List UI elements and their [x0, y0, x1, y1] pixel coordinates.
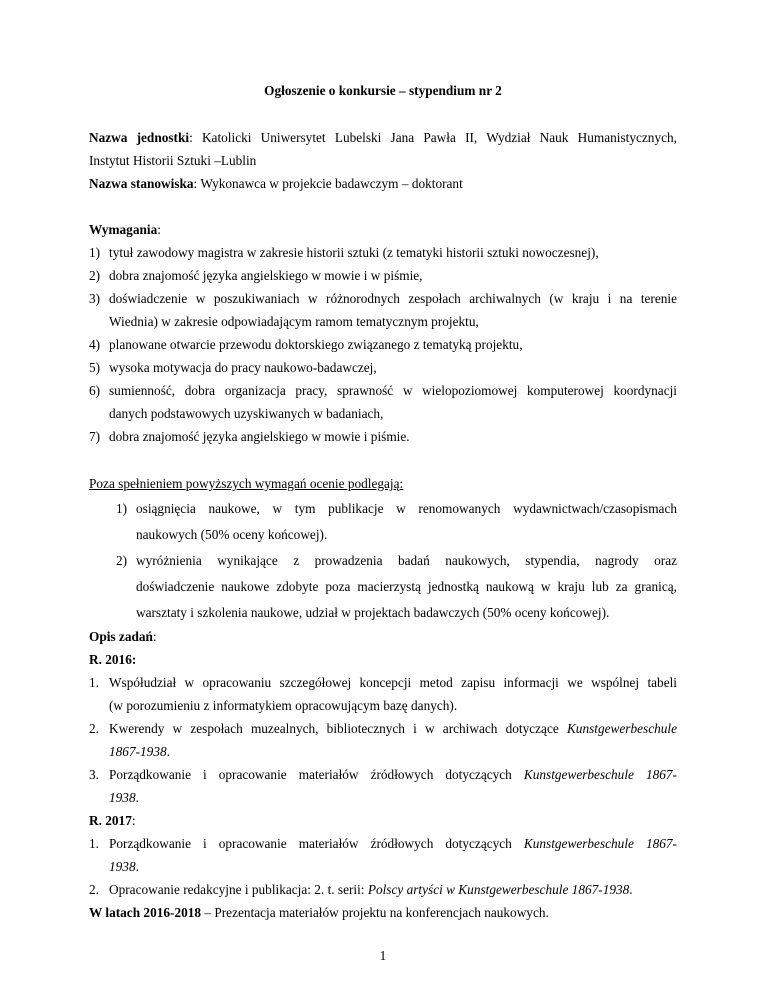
tasks-label: Opis zadań — [89, 629, 153, 644]
page-number: 1 — [379, 948, 387, 963]
item-number: 5) — [89, 360, 101, 375]
item-text-plain: Porządkowanie i opracowanie materiałów źródłowych dotyczących — [109, 767, 524, 782]
tasks-colon: : — [152, 629, 157, 644]
item-text — [109, 832, 677, 855]
requirement-item — [89, 425, 677, 448]
year-2017-label: R. 2017 — [89, 813, 132, 828]
item-text: Wiednia) w zakresie odpowiadającym ramom tematycznym projektu, — [109, 314, 479, 329]
item-text-plain: Opracowanie redakcyjne i publikacja: 2. t. serii: — [109, 882, 368, 897]
evaluation-section — [89, 472, 677, 626]
evaluation-heading: Poza spełnieniem powyższych wymagań ocenie podlegają: — [89, 476, 404, 491]
requirements-colon: : — [157, 222, 161, 237]
item-text — [109, 740, 677, 763]
item-text-italic: 1938 — [109, 790, 136, 805]
item-number: 3) — [89, 291, 101, 306]
item-text: wysoka motywacja do pracy naukowo-badawczej, — [109, 360, 377, 375]
unit-line — [89, 126, 677, 149]
item-text: dobra znajomość języka angielskiego w mowie i piśmie. — [109, 429, 410, 444]
position-value: : Wykonawca w projekcie badawczym – doktorant — [193, 176, 463, 191]
item-text: dobra znajomość języka angielskiego w mowie i w piśmie, — [109, 268, 423, 283]
position-label: Nazwa stanowiska — [89, 176, 194, 191]
tasks-section — [89, 625, 677, 924]
item-number: 2. — [89, 721, 99, 736]
item-text: naukowych (50% oceny końcowej). — [136, 527, 328, 542]
item-text — [109, 878, 677, 901]
item-number: 1. — [89, 836, 99, 851]
requirements-heading — [89, 218, 677, 241]
evaluation-item — [89, 496, 677, 548]
item-text: danych podstawowych uzyskiwanych w badaniach, — [109, 406, 384, 421]
year-2017-heading — [89, 809, 677, 832]
requirement-item — [89, 264, 677, 287]
item-text: osiągnięcia naukowe, w tym publikacje w renomowanych wydawnictwach/czasopismach — [136, 501, 677, 516]
item-number: 2) — [89, 268, 101, 283]
requirement-item — [89, 379, 677, 425]
item-text: doświadczenie w poszukiwaniach w różnorodnych zespołach archiwalnych (w kraju i na terenie — [109, 291, 677, 306]
item-text — [109, 786, 677, 809]
item-text: sumienność, dobra organizacja pracy, sprawność w wielopoziomowej komputerowej koordynacji — [109, 383, 677, 398]
item-text — [109, 855, 677, 878]
requirements-label: Wymagania — [89, 222, 158, 237]
page-title: Ogłoszenie o konkursie – stypendium nr 2 — [264, 83, 502, 98]
unit-section — [89, 126, 677, 195]
item-number: 7) — [89, 429, 101, 444]
item-number: 6) — [89, 383, 101, 398]
requirement-item — [89, 333, 677, 356]
requirement-item — [89, 241, 677, 264]
item-text: planowane otwarcie przewodu doktorskiego związanego z tematyką projektu, — [109, 337, 523, 352]
year-2017-colon: : — [131, 813, 136, 828]
item-text: wyróżnienia wynikające z prowadzenia badań naukowych, stypendia, nagrody oraz — [136, 553, 677, 568]
task-item — [89, 763, 677, 809]
item-number: 3. — [89, 767, 99, 782]
final-label: W latach 2016-2018 — [89, 905, 202, 920]
task-item — [89, 832, 677, 878]
item-text-plain: Kwerendy w zespołach muzealnych, bibliotecznych i w archiwach dotyczące — [109, 721, 567, 736]
requirements-section — [89, 218, 677, 448]
evaluation-item — [89, 548, 677, 626]
final-line — [89, 901, 677, 924]
item-text-italic: 1867-1938 — [109, 744, 167, 759]
requirement-item — [89, 287, 677, 333]
item-text — [109, 763, 677, 786]
item-text: tytuł zawodowy magistra w zakresie historii sztuki (z tematyki historii sztuki nowoczesnej), — [109, 245, 599, 260]
item-text: warsztaty i szkolenia naukowe, udział w projektach badawczych (50% oceny końcowej). — [136, 605, 610, 620]
item-text — [109, 717, 677, 740]
unit-value: : Katolicki Uniwersytet Lubelski Jana Pawła II, Wydział Nauk Humanistycznych, — [189, 130, 677, 145]
item-text: Współudział w opracowaniu szczegółowej koncepcji metod zapisu informacji we wspólnej tabeli — [109, 675, 677, 690]
requirement-item — [89, 356, 677, 379]
task-item — [89, 671, 677, 717]
task-item — [89, 717, 677, 763]
item-text-italic: Kunstgewerbeschule — [566, 721, 677, 736]
item-number: 1) — [116, 501, 128, 516]
unit-value-continued: Instytut Historii Sztuki –Lublin — [89, 153, 257, 168]
item-number: 2) — [116, 553, 128, 568]
item-text-italic: Kunstgewerbeschule 1867- — [523, 767, 677, 782]
task-item — [89, 878, 677, 901]
item-text: doświadczenie naukowe zdobyte poza macierzystą jednostką naukową w kraju lub za granicą, — [136, 579, 677, 594]
item-number: 4) — [89, 337, 101, 352]
unit-label: Nazwa jednostki — [89, 130, 190, 145]
item-text: (w porozumieniu z informatykiem opracowującym bazę danych). — [109, 698, 458, 713]
item-number: 1. — [89, 675, 99, 690]
item-number: 1) — [89, 245, 101, 260]
item-text-italic: Polscy artyści w Kunstgewerbeschule 1867-1938 — [367, 882, 630, 897]
item-text-italic: Kunstgewerbeschule 1867- — [523, 836, 677, 851]
item-text-plain: . — [629, 882, 633, 897]
final-value: – Prezentacja materiałów projektu na konferencjach naukowych. — [201, 905, 549, 920]
item-text-italic: 1938 — [109, 859, 136, 874]
position-line — [89, 172, 677, 195]
item-text-plain: . — [135, 859, 139, 874]
item-text-plain: . — [135, 790, 139, 805]
item-text-plain: Porządkowanie i opracowanie materiałów źródłowych dotyczących — [109, 836, 524, 851]
item-number: 2. — [89, 882, 99, 897]
year-2016-label: R. 2016: — [89, 652, 137, 667]
item-text-plain: . — [166, 744, 170, 759]
tasks-heading — [89, 625, 677, 648]
